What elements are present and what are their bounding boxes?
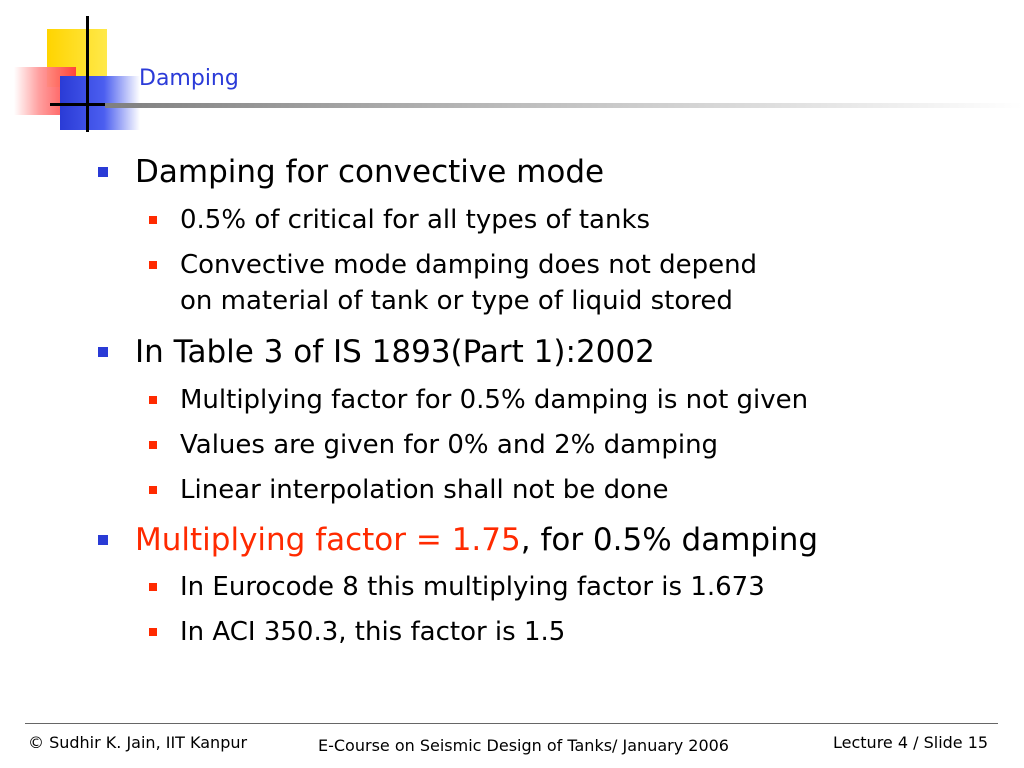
- bullet-text: [135, 521, 818, 559]
- sub-bullet-text: Multiplying factor for 0.5% damping is not given: [180, 385, 809, 415]
- title-underline: [105, 103, 1023, 108]
- footer-copyright: © Sudhir K. Jain, IIT Kanpur: [28, 733, 248, 752]
- sub-bullet-text: on material of tank or type of liquid stored: [180, 286, 733, 316]
- bullet-text: Damping for convective mode: [135, 154, 605, 190]
- square-bullet-icon: [149, 628, 157, 636]
- square-bullet-icon: [149, 583, 157, 591]
- sub-bullet-text: Values are given for 0% and 2% damping: [180, 430, 719, 460]
- sub-bullet-text: Convective mode damping does not depend: [180, 250, 758, 280]
- square-bullet-icon: [149, 216, 157, 224]
- footer-course: E-Course on Seismic Design of Tanks/ January 2006: [318, 736, 729, 755]
- sub-bullet-text: In ACI 350.3, this factor is 1.5: [180, 617, 566, 647]
- sub-bullet-text: Linear interpolation shall not be done: [180, 475, 669, 505]
- square-bullet-icon: [98, 535, 108, 545]
- square-bullet-icon: [149, 441, 157, 449]
- slide-title: Damping: [139, 66, 239, 91]
- square-bullet-icon: [149, 261, 157, 269]
- logo-vertical-line: [86, 16, 89, 132]
- bullet-text-rest: , for 0.5% damping: [520, 522, 819, 558]
- sub-bullet-text: In Eurocode 8 this multiplying factor is 1.673: [180, 572, 765, 602]
- square-bullet-icon: [98, 167, 108, 177]
- square-bullet-icon: [149, 396, 157, 404]
- sub-bullet-text: 0.5% of critical for all types of tanks: [180, 205, 651, 235]
- square-bullet-icon: [98, 347, 108, 357]
- highlight-text: Multiplying factor = 1.75: [135, 522, 521, 558]
- footer-divider: [25, 723, 998, 724]
- bullet-text: In Table 3 of IS 1893(Part 1):2002: [135, 334, 655, 370]
- footer-slide-number: Lecture 4 / Slide 15: [833, 733, 989, 752]
- square-bullet-icon: [149, 486, 157, 494]
